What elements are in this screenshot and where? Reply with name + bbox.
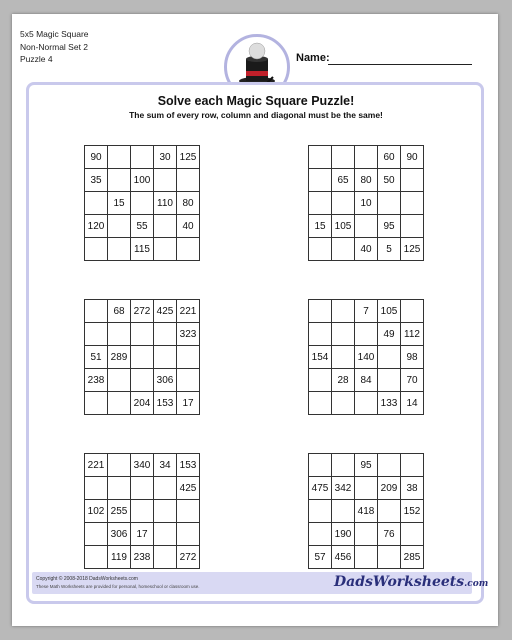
- blank-cell[interactable]: [108, 169, 131, 192]
- given-cell: 10: [355, 192, 378, 215]
- grid-row: [85, 346, 200, 369]
- given-cell: 340: [131, 454, 154, 477]
- grid-row: [309, 323, 424, 346]
- given-cell: 57: [309, 546, 332, 569]
- grid-row: [85, 192, 200, 215]
- given-cell: 342: [332, 477, 355, 500]
- blank-cell[interactable]: [154, 323, 177, 346]
- grid-row: [85, 238, 200, 261]
- given-cell: 49: [378, 323, 401, 346]
- blank-cell[interactable]: [177, 238, 200, 261]
- grid-row: [85, 146, 200, 169]
- blank-cell[interactable]: [378, 369, 401, 392]
- grid-row: [85, 369, 200, 392]
- given-cell: 456: [332, 546, 355, 569]
- given-cell: 153: [177, 454, 200, 477]
- blank-cell[interactable]: [154, 546, 177, 569]
- magic-square-6: [308, 453, 424, 569]
- usage-note: These Math Worksheets are provided for personal, homeschool or classroom use.: [36, 584, 200, 589]
- grid-row: [85, 454, 200, 477]
- blank-cell[interactable]: [154, 346, 177, 369]
- given-cell: 306: [108, 523, 131, 546]
- name-label: Name:: [296, 52, 330, 64]
- grid-row: [85, 169, 200, 192]
- brand-name: DadsWorksheets: [334, 574, 465, 590]
- grid-row: [85, 215, 200, 238]
- given-cell: 30: [154, 146, 177, 169]
- blank-cell[interactable]: [85, 323, 108, 346]
- blank-cell[interactable]: [309, 392, 332, 415]
- blank-cell[interactable]: [108, 146, 131, 169]
- copyright-text: Copyright © 2008-2018 DadsWorksheets.com: [36, 576, 138, 582]
- given-cell: 153: [154, 392, 177, 415]
- blank-cell[interactable]: [378, 454, 401, 477]
- given-cell: 221: [85, 454, 108, 477]
- given-cell: 34: [154, 454, 177, 477]
- given-cell: 115: [131, 238, 154, 261]
- given-cell: 17: [131, 523, 154, 546]
- blank-cell[interactable]: [309, 146, 332, 169]
- blank-cell[interactable]: [332, 500, 355, 523]
- blank-cell[interactable]: [401, 215, 424, 238]
- blank-cell[interactable]: [309, 500, 332, 523]
- blank-cell[interactable]: [177, 369, 200, 392]
- grid-row: [309, 238, 424, 261]
- given-cell: 7: [355, 300, 378, 323]
- blank-cell[interactable]: [108, 369, 131, 392]
- given-cell: 125: [401, 238, 424, 261]
- brand-logo: [334, 574, 488, 590]
- blank-cell[interactable]: [309, 192, 332, 215]
- given-cell: 238: [85, 369, 108, 392]
- grid-row: [85, 546, 200, 569]
- blank-cell[interactable]: [332, 238, 355, 261]
- grid-row: [85, 523, 200, 546]
- blank-cell[interactable]: [332, 392, 355, 415]
- blank-cell[interactable]: [85, 392, 108, 415]
- given-cell: 425: [154, 300, 177, 323]
- blank-cell[interactable]: [154, 500, 177, 523]
- grid-row: [309, 346, 424, 369]
- given-cell: 209: [378, 477, 401, 500]
- blank-cell[interactable]: [131, 500, 154, 523]
- given-cell: 17: [177, 392, 200, 415]
- given-cell: 40: [355, 238, 378, 261]
- blank-cell[interactable]: [154, 523, 177, 546]
- blank-cell[interactable]: [108, 454, 131, 477]
- given-cell: 221: [177, 300, 200, 323]
- given-cell: 60: [378, 146, 401, 169]
- given-cell: 40: [177, 215, 200, 238]
- given-cell: 105: [332, 215, 355, 238]
- grid-row: [309, 454, 424, 477]
- given-cell: 95: [355, 454, 378, 477]
- given-cell: 120: [85, 215, 108, 238]
- blank-cell[interactable]: [355, 392, 378, 415]
- blank-cell[interactable]: [332, 346, 355, 369]
- grid-row: [309, 500, 424, 523]
- blank-cell[interactable]: [154, 169, 177, 192]
- grid-row: [85, 300, 200, 323]
- blank-cell[interactable]: [309, 523, 332, 546]
- given-cell: 80: [177, 192, 200, 215]
- given-cell: 154: [309, 346, 332, 369]
- grid-row: [309, 523, 424, 546]
- given-cell: 84: [355, 369, 378, 392]
- puzzle-number: Puzzle 4: [20, 54, 53, 64]
- given-cell: 68: [108, 300, 131, 323]
- given-cell: 65: [332, 169, 355, 192]
- given-cell: 28: [332, 369, 355, 392]
- magic-square-5: [84, 453, 200, 569]
- brand-suffix: .com: [464, 579, 489, 589]
- worksheet-instructions: The sum of every row, column and diagonal must be the same!: [129, 110, 383, 120]
- given-cell: 100: [131, 169, 154, 192]
- blank-cell[interactable]: [177, 500, 200, 523]
- given-cell: 105: [378, 300, 401, 323]
- blank-cell[interactable]: [154, 477, 177, 500]
- blank-cell[interactable]: [85, 477, 108, 500]
- grid-row: [309, 369, 424, 392]
- given-cell: 14: [401, 392, 424, 415]
- given-cell: 98: [401, 346, 424, 369]
- given-cell: 112: [401, 323, 424, 346]
- given-cell: 204: [131, 392, 154, 415]
- blank-cell[interactable]: [154, 238, 177, 261]
- blank-cell[interactable]: [108, 323, 131, 346]
- blank-cell[interactable]: [378, 192, 401, 215]
- grid-row: [309, 146, 424, 169]
- blank-cell[interactable]: [401, 454, 424, 477]
- given-cell: 70: [401, 369, 424, 392]
- given-cell: 5: [378, 238, 401, 261]
- grid-row: [309, 215, 424, 238]
- blank-cell[interactable]: [355, 215, 378, 238]
- given-cell: 272: [131, 300, 154, 323]
- name-field[interactable]: [328, 64, 472, 65]
- blank-cell[interactable]: [309, 323, 332, 346]
- blank-cell[interactable]: [401, 169, 424, 192]
- given-cell: 55: [131, 215, 154, 238]
- blank-cell[interactable]: [131, 477, 154, 500]
- given-cell: 80: [355, 169, 378, 192]
- blank-cell[interactable]: [131, 323, 154, 346]
- blank-cell[interactable]: [355, 546, 378, 569]
- blank-cell[interactable]: [355, 523, 378, 546]
- grid-row: [309, 300, 424, 323]
- blank-cell[interactable]: [355, 323, 378, 346]
- given-cell: 102: [85, 500, 108, 523]
- blank-cell[interactable]: [309, 238, 332, 261]
- worksheet-set: Non-Normal Set 2: [20, 41, 89, 52]
- blank-cell[interactable]: [177, 523, 200, 546]
- given-cell: 50: [378, 169, 401, 192]
- blank-cell[interactable]: [332, 323, 355, 346]
- blank-cell[interactable]: [85, 546, 108, 569]
- blank-cell[interactable]: [108, 238, 131, 261]
- given-cell: 289: [108, 346, 131, 369]
- blank-cell[interactable]: [177, 346, 200, 369]
- grid-row: [309, 169, 424, 192]
- given-cell: 110: [154, 192, 177, 215]
- blank-cell[interactable]: [131, 369, 154, 392]
- blank-cell[interactable]: [131, 146, 154, 169]
- given-cell: 90: [85, 146, 108, 169]
- magic-square-1: [84, 145, 200, 261]
- blank-cell[interactable]: [401, 300, 424, 323]
- grid-row: [85, 323, 200, 346]
- blank-cell[interactable]: [401, 523, 424, 546]
- given-cell: 140: [355, 346, 378, 369]
- grid-row: [85, 500, 200, 523]
- given-cell: 418: [355, 500, 378, 523]
- grid-row: [309, 192, 424, 215]
- worksheet-info: [20, 28, 89, 66]
- blank-cell[interactable]: [177, 169, 200, 192]
- given-cell: 15: [309, 215, 332, 238]
- grid-row: [309, 546, 424, 569]
- given-cell: 238: [131, 546, 154, 569]
- blank-cell[interactable]: [378, 346, 401, 369]
- magic-square-2: [308, 145, 424, 261]
- blank-cell[interactable]: [85, 192, 108, 215]
- given-cell: 152: [401, 500, 424, 523]
- given-cell: 90: [401, 146, 424, 169]
- blank-cell[interactable]: [332, 300, 355, 323]
- blank-cell[interactable]: [378, 500, 401, 523]
- blank-cell[interactable]: [85, 523, 108, 546]
- blank-cell[interactable]: [332, 454, 355, 477]
- given-cell: 475: [309, 477, 332, 500]
- grid-row: [309, 477, 424, 500]
- blank-cell[interactable]: [108, 477, 131, 500]
- given-cell: 125: [177, 146, 200, 169]
- blank-cell[interactable]: [309, 169, 332, 192]
- given-cell: 133: [378, 392, 401, 415]
- blank-cell[interactable]: [131, 346, 154, 369]
- blank-cell[interactable]: [85, 300, 108, 323]
- blank-cell[interactable]: [85, 238, 108, 261]
- blank-cell[interactable]: [154, 215, 177, 238]
- given-cell: 119: [108, 546, 131, 569]
- blank-cell[interactable]: [332, 146, 355, 169]
- given-cell: 255: [108, 500, 131, 523]
- blank-cell[interactable]: [401, 192, 424, 215]
- given-cell: 76: [378, 523, 401, 546]
- grid-row: [85, 477, 200, 500]
- magic-square-3: [84, 299, 200, 415]
- given-cell: 38: [401, 477, 424, 500]
- grid-row: [309, 392, 424, 415]
- blank-cell[interactable]: [108, 215, 131, 238]
- blank-cell[interactable]: [309, 454, 332, 477]
- worksheet-title: Solve each Magic Square Puzzle!: [157, 94, 355, 108]
- given-cell: 323: [177, 323, 200, 346]
- blank-cell[interactable]: [108, 392, 131, 415]
- blank-cell[interactable]: [309, 300, 332, 323]
- given-cell: 285: [401, 546, 424, 569]
- grid-row: [85, 392, 200, 415]
- given-cell: 35: [85, 169, 108, 192]
- blank-cell[interactable]: [355, 146, 378, 169]
- blank-cell[interactable]: [332, 192, 355, 215]
- given-cell: 272: [177, 546, 200, 569]
- blank-cell[interactable]: [355, 477, 378, 500]
- given-cell: 306: [154, 369, 177, 392]
- given-cell: 425: [177, 477, 200, 500]
- blank-cell[interactable]: [378, 546, 401, 569]
- given-cell: 15: [108, 192, 131, 215]
- given-cell: 95: [378, 215, 401, 238]
- blank-cell[interactable]: [309, 369, 332, 392]
- blank-cell[interactable]: [131, 192, 154, 215]
- given-cell: 190: [332, 523, 355, 546]
- worksheet-type: 5x5 Magic Square: [20, 29, 89, 39]
- given-cell: 51: [85, 346, 108, 369]
- magic-square-4: [308, 299, 424, 415]
